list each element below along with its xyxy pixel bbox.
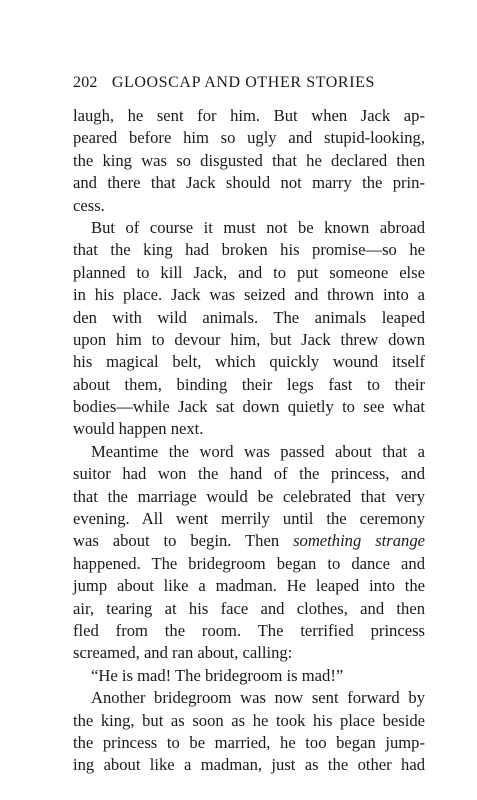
text-line: evening. All went merrily until the ceremony [73, 509, 425, 529]
text-line: and there that Jack should not marry the prin- [73, 173, 425, 193]
italic-phrase: something strange [293, 531, 425, 551]
text-line: Meantime the word was passed about that a [91, 441, 425, 461]
text-line: den with wild animals. The animals leaped [73, 307, 425, 327]
text-line: suitor had won the hand of the princess, and [73, 464, 425, 484]
text-line: that the marriage would be celebrated that very [73, 486, 425, 506]
text-line: But of course it must not be known abroad [91, 217, 425, 237]
text-line: laugh, he sent for him. But when Jack ap- [73, 106, 425, 125]
text-line: upon him to devour him, but Jack threw down [73, 329, 425, 349]
text-line: screamed, and ran about, calling: [73, 643, 293, 663]
running-title: GLOOSCAP AND OTHER STORIES [111, 74, 375, 91]
text-line: in his place. Jack was seized and thrown into a [73, 285, 425, 305]
text-line: cess. [73, 195, 105, 215]
text-line: peared before him so ugly and stupid-looking, [73, 128, 425, 148]
text-line: his magical belt, which quickly wound itself [73, 352, 425, 372]
text-line: the king, but as soon as he took his place beside [73, 710, 425, 730]
text-line: the princess to be married, he too began jump- [73, 732, 425, 752]
text-line: ing about like a madman, just as the other had [73, 755, 425, 775]
text-segment: was about to begin. Then [73, 531, 280, 551]
text-line: “He is mad! The bridegroom is mad!” [91, 665, 344, 685]
text-line: the king was so disgusted that he declared then [73, 150, 425, 170]
text-line: air, tearing at his face and clothes, and then [73, 598, 425, 618]
body-text [73, 105, 425, 777]
text-line: planned to kill Jack, and to put someone else [73, 262, 425, 282]
text-line: would happen next. [73, 419, 204, 439]
text-line: jump about like a madman. He leaped into the [73, 576, 425, 596]
text-line: fled from the room. The terrified princess [73, 620, 425, 640]
text-line: happened. The bridegroom began to dance and [73, 553, 425, 573]
text-line: about them, binding their legs fast to their [73, 374, 425, 394]
text-line: that the king had broken his promise—so he [73, 240, 425, 260]
page-number: 202 [73, 74, 98, 91]
text-line-mixed [73, 530, 425, 552]
text-line: bodies—while Jack sat down quietly to see what [73, 397, 425, 417]
running-head [73, 72, 425, 94]
text-line: Another bridegroom was now sent forward by [91, 688, 425, 708]
